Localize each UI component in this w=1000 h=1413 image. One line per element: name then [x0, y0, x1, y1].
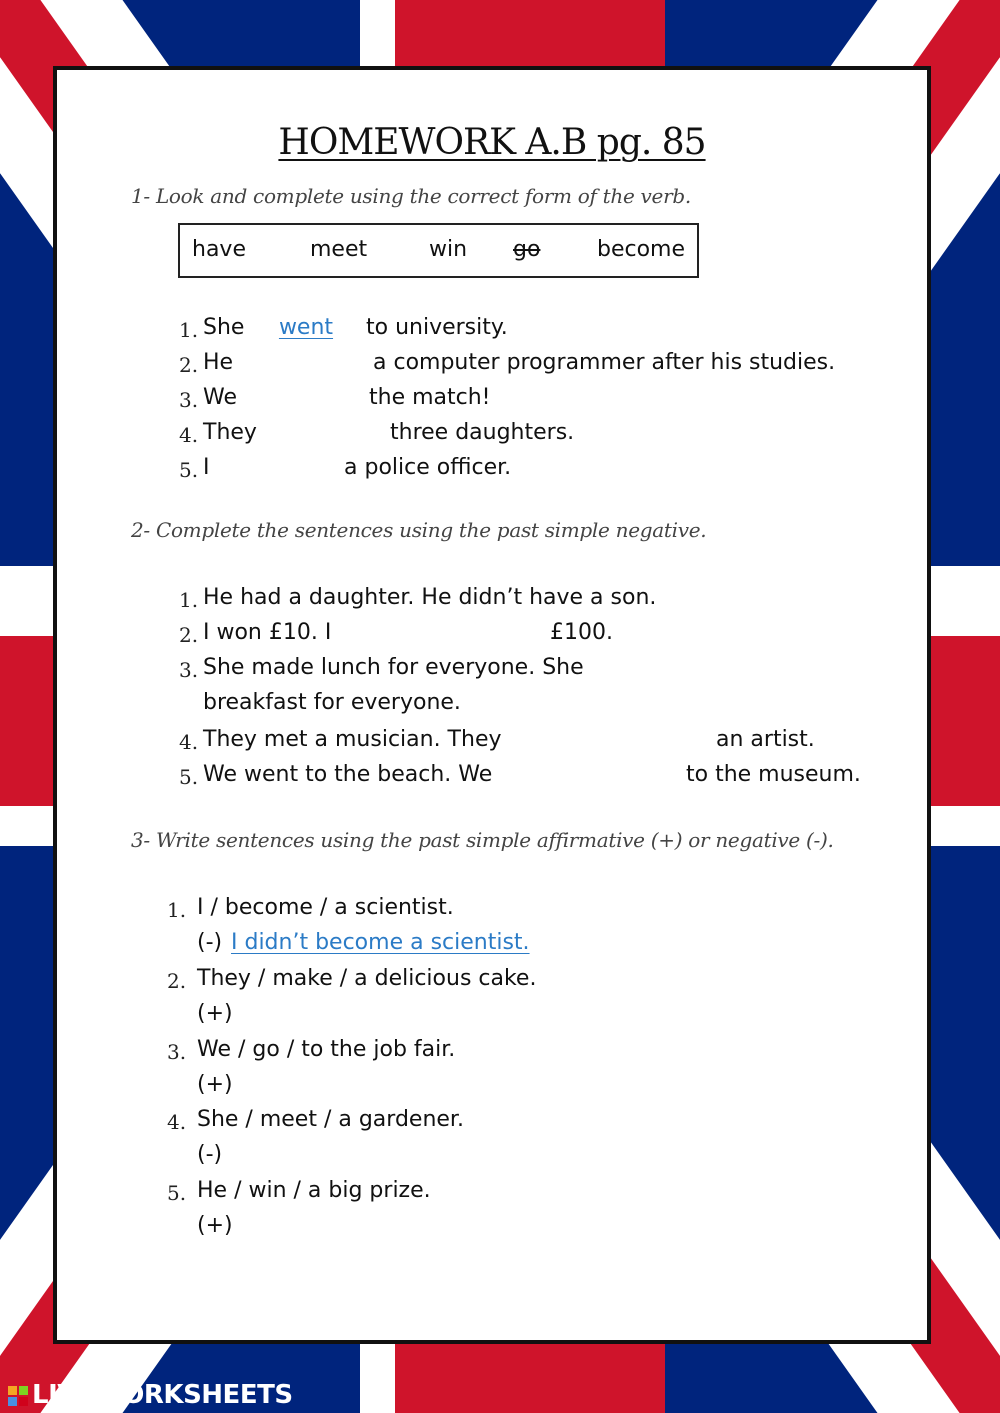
list-item: We	[203, 385, 237, 410]
item-number: 1.	[179, 318, 199, 342]
list-item: a computer programmer after his studies.	[373, 350, 836, 375]
word-bank-word: win	[429, 237, 468, 262]
liveworksheets-logo-icon	[8, 1386, 28, 1406]
list-item: three daughters.	[390, 420, 575, 445]
list-item: They	[203, 420, 257, 445]
item-number: 4.	[167, 1110, 187, 1134]
sign-label: (+)	[197, 1213, 233, 1238]
item-number: 4.	[179, 730, 199, 754]
list-item: We went to the beach. We	[203, 762, 493, 787]
item-number: 5.	[167, 1181, 187, 1205]
page-title: HOMEWORK A.B pg. 85	[278, 122, 706, 163]
sign-label: (-)	[197, 930, 223, 955]
list-item: They / make / a delicious cake.	[197, 966, 537, 991]
section2-instruction: 2- Complete the sentences using the past simple negative.	[131, 518, 707, 542]
list-item: the match!	[369, 385, 491, 410]
sign-label: (+)	[197, 1072, 233, 1097]
list-item: an artist.	[716, 727, 815, 752]
list-item-continuation: breakfast for everyone.	[203, 690, 461, 715]
item-number: 2.	[179, 353, 199, 377]
list-item: a police officer.	[344, 455, 512, 480]
item-number: 3.	[179, 388, 199, 412]
watermark-text: LIVEWORKSHEETS	[32, 1380, 293, 1410]
sign-label: (+)	[197, 1001, 233, 1026]
word-bank	[178, 223, 699, 278]
section3-instruction: 3- Write sentences using the past simple affirmative (+) or negative (-).	[131, 828, 834, 852]
list-item: They met a musician. They	[203, 727, 502, 752]
list-item: He	[203, 350, 234, 375]
item-number: 4.	[179, 423, 199, 447]
word-bank-word: meet	[310, 237, 368, 262]
item-number: 3.	[179, 658, 199, 682]
item-number: 1.	[179, 588, 199, 612]
answer-blank-filled[interactable]: went	[278, 315, 334, 340]
list-item: She / meet / a gardener.	[197, 1107, 464, 1132]
list-item: He had a daughter. He didn’t have a son.	[203, 585, 657, 610]
list-item: to university.	[366, 315, 508, 340]
list-item: She made lunch for everyone. She	[203, 655, 584, 680]
item-number: 2.	[179, 623, 199, 647]
item-number: 5.	[179, 458, 199, 482]
section1-instruction: 1- Look and complete using the correct form of the verb.	[131, 184, 691, 208]
sign-label: (-)	[197, 1142, 223, 1167]
list-item: £100.	[550, 620, 613, 645]
item-number: 2.	[167, 969, 187, 993]
word-bank-word-struck: go	[513, 237, 541, 262]
item-number: 5.	[179, 765, 199, 789]
list-item: I won £10. I	[203, 620, 332, 645]
list-item: I	[203, 455, 210, 480]
list-item: He / win / a big prize.	[197, 1178, 431, 1203]
list-item: She	[203, 315, 245, 340]
list-item: I / become / a scientist.	[197, 895, 454, 920]
list-item: We / go / to the job fair.	[197, 1037, 456, 1062]
item-number: 1.	[167, 898, 187, 922]
answer-line-filled[interactable]: I didn’t become a scientist.	[231, 930, 530, 955]
list-item: to the museum.	[686, 762, 861, 787]
word-bank-word: become	[597, 237, 686, 262]
item-number: 3.	[167, 1040, 187, 1064]
word-bank-word: have	[192, 237, 246, 262]
worksheet-page	[53, 66, 931, 1344]
